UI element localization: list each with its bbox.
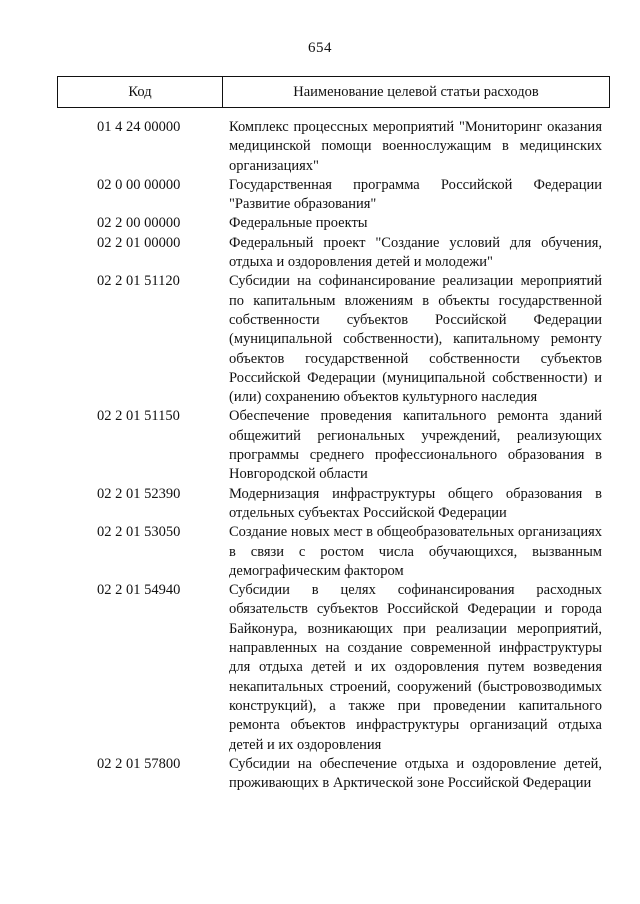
table-header <box>57 76 610 108</box>
header-code: Код <box>58 77 223 107</box>
row-code: 02 2 01 53050 <box>97 524 181 541</box>
table-row <box>57 523 610 581</box>
table-row <box>57 176 610 215</box>
table-row <box>57 234 610 273</box>
row-name: Комплекс процессных мероприятий "Мониторинг оказания медицинской помощи военнослужащим в медицинских организациях" <box>229 119 602 174</box>
row-name: Государственная программа Российской Федерации "Развитие образования" <box>229 176 602 213</box>
row-name: Федеральный проект "Создание условий для обучения, отдыха и оздоровления детей и молодежи" <box>229 234 602 271</box>
page-number: 654 <box>308 40 332 56</box>
table-row <box>57 118 610 176</box>
row-code: 02 2 01 52390 <box>97 485 181 502</box>
row-name: Субсидии в целях софинансирования расходных обязательств субъектов Российской Федерации и города Байконура, возникающих при реализации мероприятий, направленных на создание современной инфраструктуры для отдыха детей и их оздоровления путем возведения некапитальных строений, сооружений (быстровозводимых конструкций), а также при проведении капитального ремонта объектов инфраструктуры организаций отдыха детей и их оздоровления <box>229 582 602 753</box>
row-name: Создание новых мест в общеобразовательных организациях в связи с ростом числа обучающихся, вызванным демографическим фактором <box>229 524 602 579</box>
header-name: Наименование целевой статьи расходов <box>293 83 539 100</box>
table-row <box>57 407 610 484</box>
table-row <box>57 214 610 233</box>
row-code: 02 2 01 54940 <box>97 582 181 599</box>
row-code: 02 2 01 00000 <box>97 234 181 251</box>
row-name: Субсидии на обеспечение отдыха и оздоровление детей, проживающих в Арктической зоне Российской Федерации <box>229 755 602 792</box>
row-name: Субсидии на софинансирование реализации мероприятий по капитальным вложениям в объекты государственной собственности субъектов Российской Федерации (муниципальной собственности), капитальному ремонту объектов государственной собственности субъектов Российской Федерации (муниципальной собственности) и (или) сохранению объектов культурного наследия <box>229 273 602 406</box>
row-name: Обеспечение проведения капитального ремонта зданий общежитий региональных учреждений, реализующих программы среднего профессионального образования в Новгородской области <box>229 408 602 483</box>
row-code: 02 0 00 00000 <box>97 176 181 193</box>
row-name: Федеральные проекты <box>229 215 368 232</box>
table-body <box>57 118 610 793</box>
table-row <box>57 581 610 755</box>
table-row <box>57 755 610 794</box>
row-code: 02 2 01 57800 <box>97 755 181 772</box>
table-row <box>57 272 610 407</box>
row-code: 02 2 01 51120 <box>97 273 180 290</box>
row-code: 02 2 00 00000 <box>97 215 181 232</box>
row-name: Модернизация инфраструктуры общего образования в отдельных субъектах Российской Федерации <box>229 485 602 521</box>
table-row <box>57 485 610 524</box>
row-code: 01 4 24 00000 <box>97 119 181 135</box>
row-code: 02 2 01 51150 <box>97 408 180 425</box>
